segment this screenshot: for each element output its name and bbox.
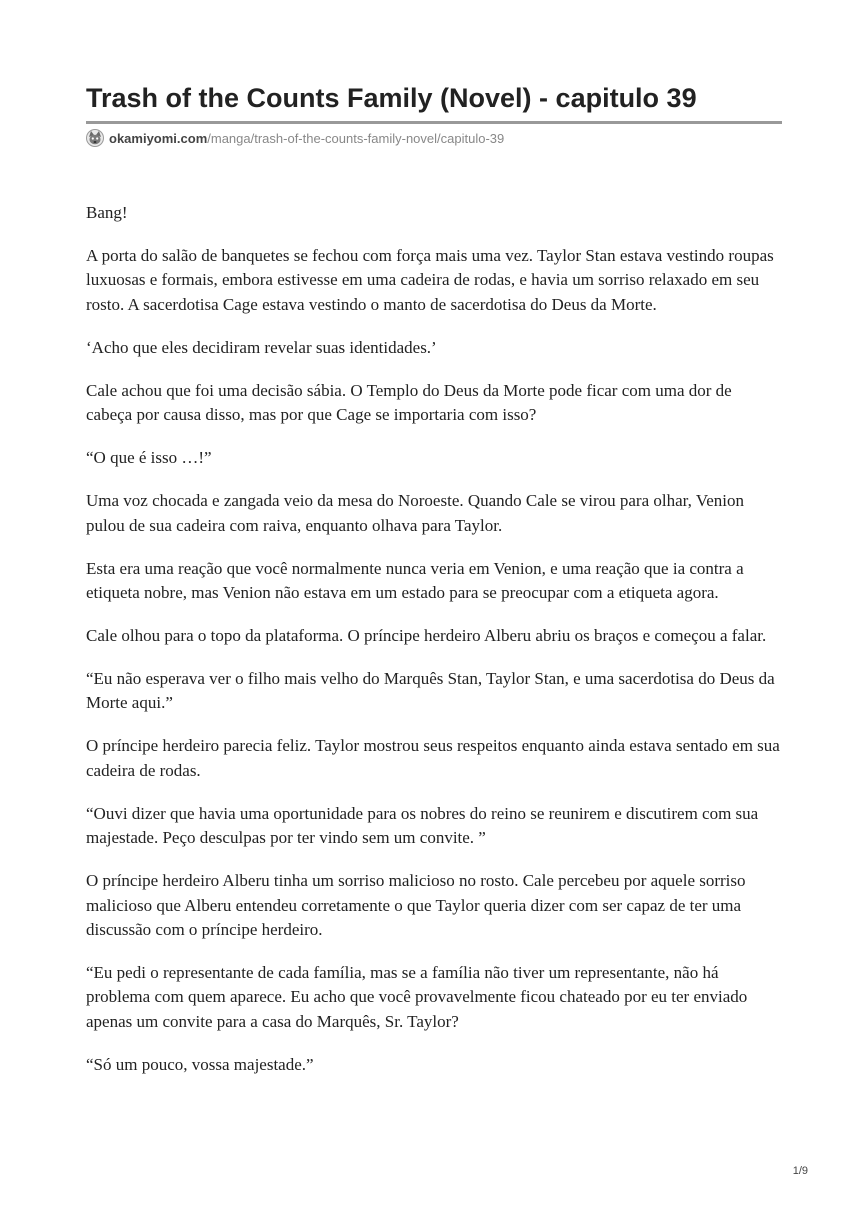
paragraph: “Ouvi dizer que havia uma oportunidade para os nobres do reino se reunirem e discutirem com sua majestade. Peço desculpas por ter vindo sem um convite. ” [86,803,759,848]
paragraph: Cale achou que foi uma decisão sábia. O Templo do Deus da Morte pode ficar com uma dor de cabeça por causa disso, mas por que Cage se importaria com isso? [86,380,732,425]
paragraph: Bang! [86,203,128,222]
page-number: 1/9 [792,1165,808,1177]
paragraph: “O que é isso …!” [86,448,212,468]
source-path[interactable]: /manga/trash-of-the-counts-family-novel/capitulo-39 [207,130,505,146]
paragraph: ‘Acho que eles decidiram revelar suas identidades.’ [86,337,437,357]
page-title: Trash of the Counts Family (Novel) - capitulo 39 [86,83,697,113]
wolf-logo-icon [86,129,104,147]
paragraph: “Eu não esperava ver o filho mais velho do Marquês Stan, Taylor Stan, e uma sacerdotisa do Deus da Morte aqui.” [86,669,775,713]
paragraph: Uma voz chocada e zangada veio da mesa do Noroeste. Quando Cale se virou para olhar, Venion pulou de sua cadeira com raiva, enquanto olhava para Taylor. [86,491,744,535]
article-body [86,201,782,1096]
source-domain[interactable]: okamiyomi.com [109,130,208,146]
paragraph: A porta do salão de banquetes se fechou com força mais uma vez. Taylor Stan estava vestindo roupas luxuosas e formais, embora estivesse em uma cadeira de rodas, e havia um sorriso relaxado em seu rosto. A sacerdotisa Cage estava vestindo o manto de sacerdotisa do Deus da Morte. [86,246,774,314]
source-link[interactable] [86,128,504,148]
paragraph: Cale olhou para o topo da plataforma. O príncipe herdeiro Alberu abriu os braços e começou a falar. [86,626,767,646]
paragraph: O príncipe herdeiro Alberu tinha um sorriso malicioso no rosto. Cale percebeu por aquele sorriso malicioso que Alberu entendeu corretamente o que Taylor queria dizer com ser capaz de ter uma discussão com o príncipe herdeiro. [86,871,746,940]
paragraph: O príncipe herdeiro parecia feliz. Taylor mostrou seus respeitos enquanto ainda estava sentado em sua cadeira de rodas. [86,736,780,780]
paragraph: “Só um pouco, vossa majestade.” [86,1054,314,1074]
title-divider [86,121,782,124]
paragraph: Esta era uma reação que você normalmente nunca veria em Venion, e uma reação que ia contra a etiqueta nobre, mas Venion não estava em um estado para se preocupar com a etiqueta agora. [86,558,744,603]
paragraph: “Eu pedi o representante de cada família, mas se a família não tiver um representante, não há problema com quem aparece. Eu acho que você provavelmente ficou chateado por eu ter enviado apenas um convite para a casa do Marquês, Sr. Taylor? [86,963,748,1031]
